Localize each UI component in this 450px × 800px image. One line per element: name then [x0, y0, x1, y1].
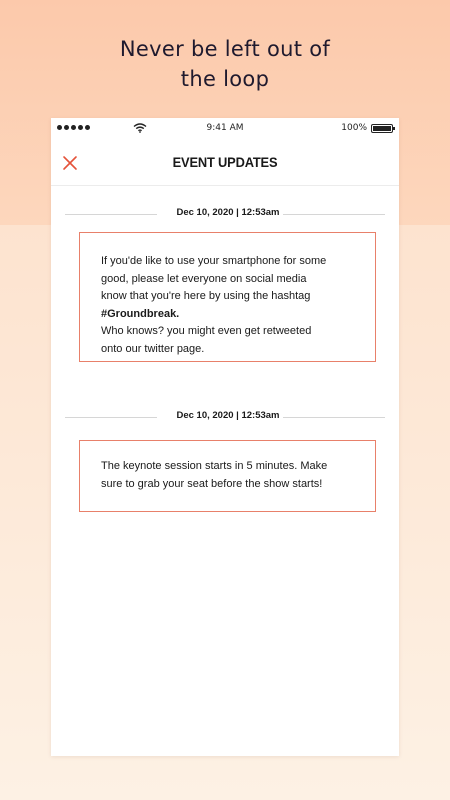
update-text-line: The keynote session starts in 5 minutes. Make: [101, 460, 328, 472]
divider-line: [65, 417, 157, 418]
status-time: 9:41 AM: [206, 123, 244, 133]
update-card: [79, 440, 376, 512]
status-bar: [51, 118, 399, 140]
update-timestamp: Dec 10, 2020 | 12:53am: [176, 410, 280, 421]
update-text-line: If you'de like to use your smartphone for some: [101, 255, 327, 267]
headline-line-2: the loop: [180, 67, 270, 91]
phone-screen: [51, 118, 399, 756]
update-timestamp: Dec 10, 2020 | 12:53am: [176, 207, 280, 218]
date-separator: [65, 207, 385, 221]
update-text-line: sure to grab your seat before the show starts!: [101, 477, 323, 490]
update-card: [79, 232, 376, 362]
update-text-line: know that you're here by using the hashtag: [101, 290, 311, 302]
hashtag-link[interactable]: #Groundbreak.: [101, 307, 180, 320]
date-separator: [65, 410, 385, 424]
update-text-line: good, please let everyone on social media: [101, 272, 307, 285]
battery-icon: [371, 124, 393, 133]
promo-headline: [0, 34, 450, 94]
divider-line: [283, 214, 385, 215]
divider-line: [65, 214, 157, 215]
update-text-line: Who knows? you might even get retweeted: [101, 325, 312, 337]
headline-line-1: Never be left out of: [119, 37, 331, 61]
update-text-line: onto our twitter page.: [101, 342, 205, 355]
navigation-bar: [51, 140, 399, 186]
battery-percentage: 100%: [341, 123, 367, 133]
divider-line: [283, 417, 385, 418]
page-title: EVENT UPDATES: [172, 154, 278, 170]
